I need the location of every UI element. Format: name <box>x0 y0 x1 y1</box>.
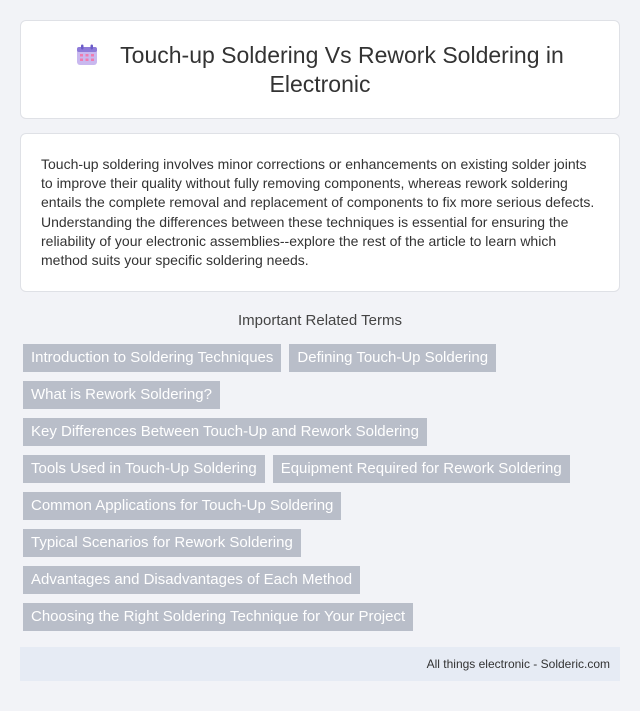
description-card <box>20 133 620 292</box>
tag-common-applications[interactable]: Common Applications for Touch-Up Soldering <box>23 492 341 520</box>
tag-advantages-disadvantages[interactable]: Advantages and Disadvantages of Each Method <box>23 566 360 594</box>
tag-choosing-technique[interactable]: Choosing the Right Soldering Technique for Your Project <box>23 603 413 631</box>
tag-row <box>23 418 603 446</box>
tag-typical-scenarios[interactable]: Typical Scenarios for Rework Soldering <box>23 529 301 557</box>
tag-tools-touch-up[interactable]: Tools Used in Touch-Up Soldering <box>23 455 265 483</box>
tag-row <box>23 529 603 557</box>
tag-defining-touch-up-soldering[interactable]: Defining Touch-Up Soldering <box>289 344 496 372</box>
footer-text[interactable]: All things electronic - Solderic.com <box>426 657 610 671</box>
title-card <box>20 20 620 119</box>
tag-equipment-rework[interactable]: Equipment Required for Rework Soldering <box>273 455 570 483</box>
tag-introduction-to-soldering-techniques[interactable]: Introduction to Soldering Techniques <box>23 344 281 372</box>
description-text: Touch-up soldering involves minor corrections or enhancements on existing solder joints to improve their quality without fully removing components, whereas rework soldering entails the complete removal and replacement of components to fix more serious defects. Understanding the differences between these techniques is essential for ensuring the reliability of your electronic assemblies--explore the rest of the article to learn which method suits your specific soldering needs. <box>41 156 595 269</box>
tag-row <box>23 455 603 483</box>
tag-row <box>23 381 603 409</box>
page-title-text: Touch-up Soldering Vs Rework Soldering in Electronic <box>120 41 564 97</box>
related-terms-list <box>23 344 603 640</box>
tag-key-differences[interactable]: Key Differences Between Touch-Up and Rework Soldering <box>23 418 427 446</box>
tag-row <box>23 566 603 594</box>
page-title <box>51 41 589 99</box>
tag-what-is-rework-soldering[interactable]: What is Rework Soldering? <box>23 381 220 409</box>
footer <box>20 647 620 681</box>
tag-row <box>23 492 603 520</box>
tag-row <box>23 344 603 372</box>
calendar-icon <box>76 44 98 66</box>
tag-row <box>23 603 603 631</box>
related-terms-heading: Important Related Terms <box>238 312 402 329</box>
